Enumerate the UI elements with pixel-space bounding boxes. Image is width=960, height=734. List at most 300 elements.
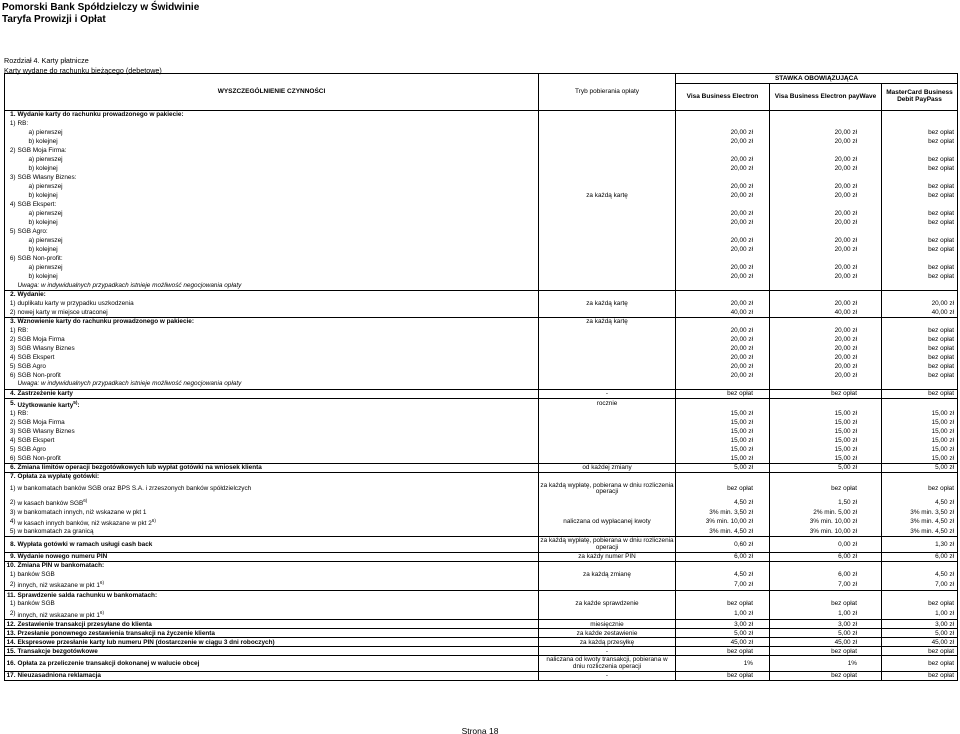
value-mastercard-debit: 7,00 zł: [882, 579, 958, 590]
value-visa-electron: 3% min. 10,00 zł: [676, 517, 770, 528]
row-description: [17, 472, 539, 481]
row-description-text: banków SGB: [17, 571, 55, 579]
row-description: [17, 263, 539, 272]
row-description-text: SGB Ekspert: [17, 436, 55, 444]
value-visa-electron: 15,00 zł: [676, 445, 770, 454]
value-mastercard-debit: 15,00 zł: [882, 436, 958, 445]
value-mastercard-debit: [882, 561, 958, 570]
value-visa-electron: [676, 290, 770, 299]
row-description-text: Zestawienie transakcji przesyłane do klienta: [17, 620, 152, 628]
value-visa-electron-paywave: 15,00 zł: [770, 427, 882, 436]
value-visa-electron: [676, 281, 770, 290]
charge-mode: [539, 380, 676, 389]
value-mastercard-debit: [882, 591, 958, 600]
value-visa-electron-paywave: [770, 380, 882, 389]
table-row: [5, 326, 958, 335]
row-description-text: duplikatu karty w przypadku uszkodzenia: [17, 299, 134, 307]
row-description-text: Transakcje bezgotówkowe: [17, 647, 98, 655]
row-description: [17, 371, 539, 380]
row-number: 6): [5, 254, 17, 263]
value-visa-electron: 20,00 zł: [676, 371, 770, 380]
row-number: 4.: [5, 389, 17, 398]
value-visa-electron-paywave: 20,00 zł: [770, 236, 882, 245]
row-description-text: a) pierwszej: [28, 263, 63, 271]
row-description-text: RB:: [17, 120, 29, 128]
section-row: [5, 638, 958, 647]
value-visa-electron-paywave: 20,00 zł: [770, 191, 882, 200]
row-description: [17, 353, 539, 362]
table-row: [5, 353, 958, 362]
value-visa-electron: 45,00 zł: [676, 638, 770, 647]
table-row: [5, 119, 958, 128]
row-description-text: b) kolejnej: [28, 192, 58, 200]
table-row: [5, 200, 958, 209]
value-visa-electron-paywave: 20,00 zł: [770, 299, 882, 308]
value-mastercard-debit: [882, 200, 958, 209]
charge-mode: [539, 263, 676, 272]
page-header: [2, 2, 199, 26]
row-description-text: Nieuzasadniona reklamacja: [17, 672, 101, 680]
row-number: 5): [5, 227, 17, 236]
charge-mode: [539, 445, 676, 454]
row-description-text: Opłata za przeliczenie transakcji dokonanej w walucie obcej: [17, 660, 200, 667]
charge-mode: [539, 182, 676, 191]
table-row: [5, 218, 958, 227]
row-number: 9.: [5, 553, 17, 562]
value-mastercard-debit: 4,50 zł: [882, 497, 958, 508]
table-row: [5, 508, 958, 517]
table-row: [5, 427, 958, 436]
row-description-text: b) kolejnej: [28, 272, 58, 280]
table-row: [5, 436, 958, 445]
charge-mode: [539, 128, 676, 137]
charge-mode: za każdą kartę: [539, 299, 676, 308]
value-visa-electron-paywave: 20,00 zł: [770, 353, 882, 362]
value-visa-electron: 20,00 zł: [676, 218, 770, 227]
value-mastercard-debit: bez opłat: [882, 182, 958, 191]
value-visa-electron-paywave: [770, 472, 882, 481]
charge-mode: [539, 200, 676, 209]
row-number: [5, 236, 17, 245]
value-visa-electron: [676, 227, 770, 236]
value-visa-electron: 4,50 zł: [676, 497, 770, 508]
row-description-text: a) pierwszej: [28, 236, 63, 244]
row-description: [17, 427, 539, 436]
row-description-text: nowej karty w miejsce utraconej: [17, 308, 108, 316]
value-visa-electron: 1,00 zł: [676, 609, 770, 620]
table-row: [5, 209, 958, 218]
row-description: [17, 398, 539, 409]
value-visa-electron-paywave: 20,00 zł: [770, 344, 882, 353]
row-description-text: a) pierwszej: [28, 210, 63, 218]
value-visa-electron: [676, 380, 770, 389]
row-description-text: SGB Ekspert: [17, 353, 55, 361]
value-visa-electron: 20,00 zł: [676, 263, 770, 272]
value-mastercard-debit: [882, 146, 958, 155]
value-mastercard-debit: bez opłat: [882, 335, 958, 344]
table-row: [5, 263, 958, 272]
row-number: 1.: [5, 111, 17, 120]
row-description: [17, 227, 539, 236]
value-visa-electron-paywave: 15,00 zł: [770, 454, 882, 463]
table-row: [5, 481, 958, 497]
row-description: [17, 308, 539, 317]
value-visa-electron: 20,00 zł: [676, 362, 770, 371]
row-description-text: SGB Ekspert:: [17, 201, 57, 209]
value-visa-electron-paywave: 20,00 zł: [770, 263, 882, 272]
value-visa-electron-paywave: 6,00 zł: [770, 553, 882, 562]
value-visa-electron: bez opłat: [676, 647, 770, 656]
charge-mode: [539, 344, 676, 353]
value-mastercard-debit: bez opłat: [882, 137, 958, 146]
charge-mode: [539, 353, 676, 362]
value-visa-electron-paywave: [770, 398, 882, 409]
value-visa-electron: [676, 317, 770, 326]
value-visa-electron-paywave: 1%: [770, 656, 882, 672]
charge-mode: [539, 497, 676, 508]
row-description: [17, 561, 539, 570]
table-row: [5, 137, 958, 146]
row-description: [17, 418, 539, 427]
header-charge-mode: Tryb pobierania opłaty: [539, 74, 676, 111]
row-number: 13.: [5, 629, 17, 638]
value-mastercard-debit: 6,00 zł: [882, 553, 958, 562]
value-mastercard-debit: 15,00 zł: [882, 418, 958, 427]
row-description: [17, 609, 539, 620]
row-number: [5, 155, 17, 164]
value-visa-electron-paywave: 1,00 zł: [770, 609, 882, 620]
table-row: [5, 272, 958, 281]
row-description: [17, 344, 539, 353]
row-number: 2): [5, 609, 17, 620]
row-description: [17, 245, 539, 254]
value-mastercard-debit: bez opłat: [882, 272, 958, 281]
value-visa-electron-paywave: [770, 290, 882, 299]
value-mastercard-debit: [882, 111, 958, 120]
value-mastercard-debit: [882, 317, 958, 326]
row-number: [5, 128, 17, 137]
value-visa-electron-paywave: [770, 254, 882, 263]
value-visa-electron-paywave: 20,00 zł: [770, 362, 882, 371]
row-number: 4): [5, 436, 17, 445]
value-visa-electron-paywave: 5,00 zł: [770, 629, 882, 638]
row-description: [17, 290, 539, 299]
row-description-text: Uwaga: w indywidualnych przypadkach istnieje możliwość negocjowania opłaty: [17, 281, 242, 289]
value-visa-electron-paywave: [770, 146, 882, 155]
value-mastercard-debit: bez opłat: [882, 600, 958, 609]
row-description-text: Opłata za wypłatę gotówki:: [17, 473, 100, 481]
value-visa-electron-paywave: 20,00 zł: [770, 371, 882, 380]
charge-mode: za każdą kartę: [539, 317, 676, 326]
header-visa-business-electron-paywave: Visa Business Electron payWave: [770, 84, 882, 111]
row-description-suffix: :: [77, 401, 80, 409]
value-mastercard-debit: 15,00 zł: [882, 409, 958, 418]
value-visa-electron: bez opłat: [676, 672, 770, 681]
chapter-title: Rozdział 4. Karty płatnicze: [4, 56, 89, 65]
row-description: [17, 591, 539, 600]
row-description: [17, 200, 539, 209]
charge-mode: [539, 218, 676, 227]
row-description: [17, 335, 539, 344]
section-row: [5, 620, 958, 629]
value-visa-electron-paywave: 20,00 zł: [770, 218, 882, 227]
row-description: [17, 647, 539, 656]
row-number: 5): [5, 528, 17, 537]
row-description-text: a) pierwszej: [28, 183, 63, 191]
charge-mode: [539, 209, 676, 218]
value-visa-electron: [676, 254, 770, 263]
charge-mode: [539, 111, 676, 120]
value-mastercard-debit: 45,00 zł: [882, 638, 958, 647]
charge-mode: miesięcznie: [539, 620, 676, 629]
value-visa-electron: 20,00 zł: [676, 326, 770, 335]
value-mastercard-debit: bez opłat: [882, 326, 958, 335]
charge-mode: [539, 308, 676, 317]
value-visa-electron-paywave: 20,00 zł: [770, 335, 882, 344]
row-description: [17, 362, 539, 371]
header-mastercard-business-debit: MasterCard Business Debit PayPass: [882, 84, 958, 111]
value-visa-electron-paywave: 5,00 zł: [770, 463, 882, 472]
value-mastercard-debit: bez opłat: [882, 191, 958, 200]
value-visa-electron-paywave: bez opłat: [770, 600, 882, 609]
charge-mode: [539, 418, 676, 427]
value-visa-electron: [676, 119, 770, 128]
row-description-text: a) pierwszej: [28, 129, 63, 137]
row-description-text: SGB Moja Firma: [17, 418, 65, 426]
value-visa-electron: [676, 111, 770, 120]
value-visa-electron: bez opłat: [676, 481, 770, 497]
row-number: [5, 164, 17, 173]
charge-mode: [539, 454, 676, 463]
table-row: [5, 254, 958, 263]
row-description-text: SGB Moja Firma:: [17, 147, 67, 155]
row-description: [17, 119, 539, 128]
row-description: [17, 164, 539, 173]
value-visa-electron: 20,00 zł: [676, 155, 770, 164]
value-visa-electron-paywave: 40,00 zł: [770, 308, 882, 317]
section-row: [5, 537, 958, 553]
fee-table-body: [5, 111, 958, 681]
row-description: [17, 380, 539, 389]
value-mastercard-debit: 1,00 zł: [882, 609, 958, 620]
chapter-subtitle: Karty wydane do rachunku bieżącego (debetowe): [4, 66, 162, 75]
value-mastercard-debit: [882, 227, 958, 236]
row-number: [5, 191, 17, 200]
row-description: [17, 409, 539, 418]
section-row: [5, 398, 958, 409]
table-row: [5, 236, 958, 245]
row-description: [17, 481, 539, 497]
row-description: [17, 445, 539, 454]
value-visa-electron: bez opłat: [676, 389, 770, 398]
row-number: 3.: [5, 317, 17, 326]
value-visa-electron-paywave: [770, 317, 882, 326]
charge-mode: [539, 254, 676, 263]
table-row: [5, 227, 958, 236]
row-description-text: banków SGB: [17, 600, 55, 608]
value-visa-electron: 7,00 zł: [676, 579, 770, 590]
charge-mode: za każdą przesyłkę: [539, 638, 676, 647]
value-visa-electron: [676, 398, 770, 409]
value-mastercard-debit: bez opłat: [882, 672, 958, 681]
charge-mode: [539, 326, 676, 335]
row-description: [17, 537, 539, 553]
row-description-text: Wydanie:: [17, 291, 46, 299]
value-mastercard-debit: 5,00 zł: [882, 629, 958, 638]
row-number: 11.: [5, 591, 17, 600]
row-number: [5, 263, 17, 272]
row-description: [17, 155, 539, 164]
charge-mode: [539, 272, 676, 281]
row-number: 1): [5, 409, 17, 418]
row-description: [17, 570, 539, 579]
fee-table: [4, 73, 958, 681]
charge-mode: [539, 119, 676, 128]
row-number: 3): [5, 173, 17, 182]
row-description-text: a) pierwszej: [28, 156, 63, 164]
value-visa-electron-paywave: bez opłat: [770, 672, 882, 681]
row-description-text: Użytkowanie karty: [17, 401, 74, 409]
row-number: [5, 182, 17, 191]
row-number: 8.: [5, 537, 17, 553]
table-row: [5, 299, 958, 308]
value-visa-electron: 15,00 zł: [676, 427, 770, 436]
charge-mode: [539, 173, 676, 182]
row-number: 4): [5, 517, 17, 528]
row-number: [5, 209, 17, 218]
row-description-text: SGB Moja Firma: [17, 335, 65, 343]
value-mastercard-debit: [882, 254, 958, 263]
value-visa-electron: 3,00 zł: [676, 620, 770, 629]
value-visa-electron: 3% min. 3,50 zł: [676, 508, 770, 517]
charge-mode: [539, 236, 676, 245]
value-mastercard-debit: [882, 173, 958, 182]
row-number: 2): [5, 497, 17, 508]
value-mastercard-debit: bez opłat: [882, 236, 958, 245]
row-description: [17, 579, 539, 590]
value-visa-electron: 20,00 zł: [676, 128, 770, 137]
charge-mode: -: [539, 672, 676, 681]
row-description-text: SGB Non-profit: [17, 371, 61, 379]
section-row: [5, 591, 958, 600]
section-row: [5, 389, 958, 398]
document-title: Taryfa Prowizji i Opłat: [2, 14, 106, 25]
value-mastercard-debit: 4,50 zł: [882, 570, 958, 579]
row-description: [17, 182, 539, 191]
table-row: [5, 191, 958, 200]
row-number: 2): [5, 418, 17, 427]
charge-mode: [539, 561, 676, 570]
table-row: [5, 445, 958, 454]
table-row: [5, 182, 958, 191]
value-visa-electron-paywave: 20,00 zł: [770, 272, 882, 281]
charge-mode: za każdą kartę: [539, 191, 676, 200]
charge-mode: [539, 436, 676, 445]
row-number: 2): [5, 579, 17, 590]
value-visa-electron: 40,00 zł: [676, 308, 770, 317]
charge-mode: [539, 409, 676, 418]
row-description: [17, 146, 539, 155]
row-number: 5): [5, 362, 17, 371]
value-visa-electron-paywave: 20,00 zł: [770, 128, 882, 137]
row-description-text: Uwaga: w indywidualnych przypadkach istnieje możliwość negocjowania opłaty: [17, 380, 242, 388]
value-visa-electron-paywave: bez opłat: [770, 481, 882, 497]
row-description-text: w bankomatach banków SGB oraz BPS S.A. i zrzeszonych banków spółdzielczych: [17, 485, 252, 493]
value-visa-electron-paywave: 15,00 zł: [770, 418, 882, 427]
row-number: 1): [5, 119, 17, 128]
charge-mode: [539, 281, 676, 290]
value-visa-electron: 4,50 zł: [676, 570, 770, 579]
section-row: [5, 290, 958, 299]
value-visa-electron: 5,00 zł: [676, 463, 770, 472]
value-visa-electron: 20,00 zł: [676, 209, 770, 218]
footnote-marker: 6): [151, 517, 156, 523]
value-visa-electron-paywave: [770, 111, 882, 120]
row-description: [17, 111, 539, 120]
charge-mode: [539, 472, 676, 481]
value-visa-electron-paywave: [770, 173, 882, 182]
header-rate: STAWKA OBOWIĄZUJĄCA: [676, 74, 958, 84]
row-description-text: Wydanie karty do rachunku prowadzonego w pakiecie:: [17, 111, 184, 119]
value-visa-electron: 6,00 zł: [676, 553, 770, 562]
row-description-text: Zmiana PIN w bankomatach:: [17, 562, 105, 570]
value-mastercard-debit: [882, 119, 958, 128]
value-visa-electron: 15,00 zł: [676, 418, 770, 427]
value-mastercard-debit: 40,00 zł: [882, 308, 958, 317]
value-visa-electron: 20,00 zł: [676, 137, 770, 146]
value-mastercard-debit: bez opłat: [882, 245, 958, 254]
value-visa-electron-paywave: 45,00 zł: [770, 638, 882, 647]
value-visa-electron: [676, 146, 770, 155]
row-description-text: b) kolejnej: [28, 165, 58, 173]
value-visa-electron: 20,00 zł: [676, 164, 770, 173]
table-row: [5, 579, 958, 590]
value-visa-electron-paywave: 20,00 zł: [770, 209, 882, 218]
bank-name: Pomorski Bank Spółdzielczy w Świdwinie: [2, 2, 200, 13]
table-row: [5, 155, 958, 164]
row-description-text: SGB Non-profit:: [17, 254, 63, 262]
row-description: [17, 254, 539, 263]
section-row: [5, 561, 958, 570]
row-number: 4): [5, 353, 17, 362]
value-mastercard-debit: bez opłat: [882, 362, 958, 371]
value-visa-electron: [676, 173, 770, 182]
row-number: 2.: [5, 290, 17, 299]
section-row: [5, 472, 958, 481]
row-description: [17, 173, 539, 182]
value-mastercard-debit: bez opłat: [882, 164, 958, 173]
page-footer: Strona 18: [461, 726, 499, 734]
value-visa-electron: [676, 591, 770, 600]
value-mastercard-debit: bez opłat: [882, 209, 958, 218]
value-visa-electron: 3% min. 4,50 zł: [676, 528, 770, 537]
charge-mode: [539, 508, 676, 517]
value-visa-electron: 20,00 zł: [676, 344, 770, 353]
value-mastercard-debit: bez opłat: [882, 656, 958, 672]
row-description: [17, 436, 539, 445]
charge-mode: za każdą zmianę: [539, 570, 676, 579]
row-description: [17, 620, 539, 629]
row-description: [17, 454, 539, 463]
row-description: [17, 209, 539, 218]
charge-mode: [539, 227, 676, 236]
row-number: 3): [5, 508, 17, 517]
row-description: [17, 326, 539, 335]
value-visa-electron-paywave: [770, 119, 882, 128]
footnote-marker: 6): [83, 498, 88, 504]
charge-mode: rocznie: [539, 398, 676, 409]
value-visa-electron-paywave: 20,00 zł: [770, 326, 882, 335]
